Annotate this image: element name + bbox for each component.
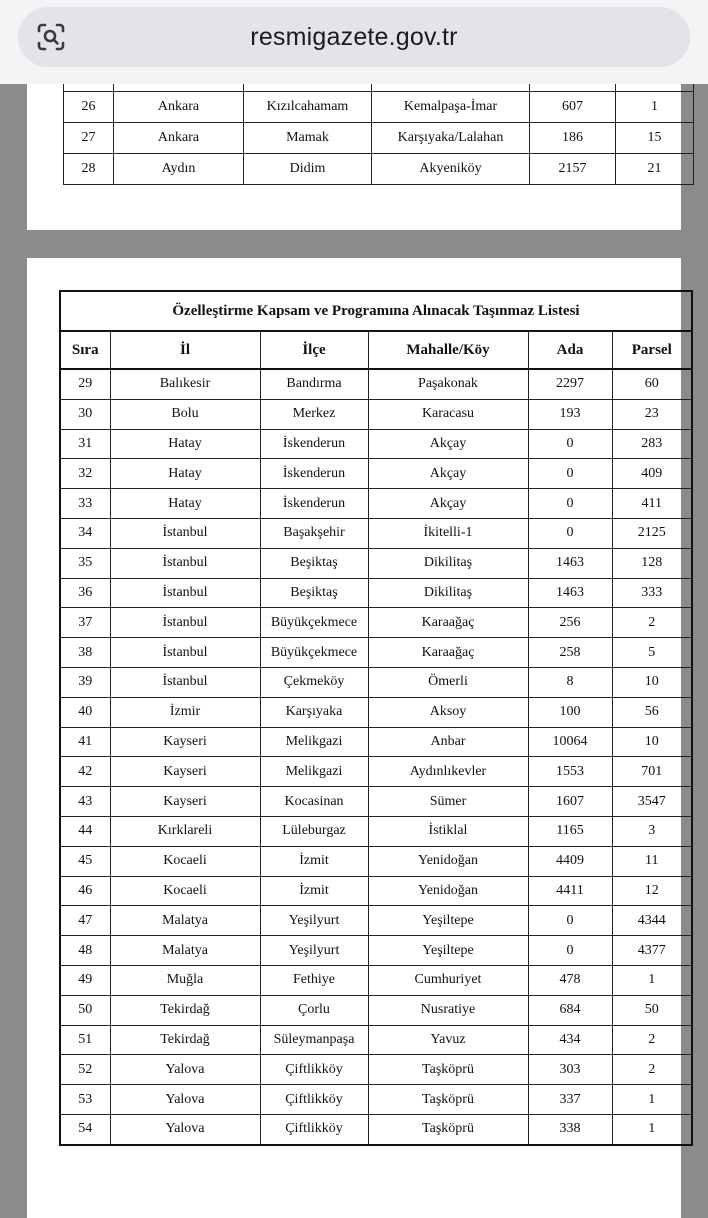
cell-sira: 45	[60, 846, 110, 876]
cell-parsel: 2125	[612, 518, 692, 548]
cell-parsel: 56	[612, 697, 692, 727]
cell-ada: 256	[528, 608, 612, 638]
cell-ada: 2157	[530, 154, 616, 185]
cell-parsel: 2	[612, 1025, 692, 1055]
cell-ada: 684	[528, 995, 612, 1025]
table-row	[60, 459, 692, 489]
cell-il: Tekirdağ	[110, 1025, 260, 1055]
cell-mahalle: Taşköprü	[368, 1085, 528, 1115]
cell-sira: 31	[60, 429, 110, 459]
cell-sira: 54	[60, 1114, 110, 1144]
cell-mahalle: Akyeniköy	[372, 154, 530, 185]
cell-il: İstanbul	[110, 548, 260, 578]
cell-ada: 4411	[528, 876, 612, 906]
cell-ilce: Mamak	[244, 123, 372, 154]
cell-il: Aydın	[114, 154, 244, 185]
cell-mahalle: Karacasu	[368, 399, 528, 429]
cell-parsel: 1	[612, 965, 692, 995]
cell-mahalle: Yeşiltepe	[368, 906, 528, 936]
cell-sira: 38	[60, 638, 110, 668]
header-sira: Sıra	[60, 331, 110, 369]
cell-il: İzmir	[110, 697, 260, 727]
document-page-previous	[27, 60, 681, 230]
cell-sira: 32	[60, 459, 110, 489]
cell-ilce: Çiftlikköy	[260, 1085, 368, 1115]
cell-il: Kayseri	[110, 757, 260, 787]
cell-sira: 48	[60, 936, 110, 966]
cell-ada: 607	[530, 92, 616, 123]
cell-mahalle: Paşakonak	[368, 369, 528, 399]
cell-mahalle: Aydınlıkevler	[368, 757, 528, 787]
table-row	[60, 697, 692, 727]
cell-il: İstanbul	[110, 578, 260, 608]
cell-il: Tekirdağ	[110, 995, 260, 1025]
cell-il: Bolu	[110, 399, 260, 429]
cell-mahalle: Yavuz	[368, 1025, 528, 1055]
header-mahalle-koy: Mahalle/Köy	[368, 331, 528, 369]
cell-parsel: 128	[612, 548, 692, 578]
cell-ilce: Yeşilyurt	[260, 906, 368, 936]
table-row	[60, 489, 692, 519]
cell-ada: 0	[528, 429, 612, 459]
cell-mahalle: Akçay	[368, 489, 528, 519]
cell-sira: 30	[60, 399, 110, 429]
header-ada: Ada	[528, 331, 612, 369]
cell-parsel: 283	[612, 429, 692, 459]
cell-parsel: 5	[612, 638, 692, 668]
cell-il: Kırklareli	[110, 816, 260, 846]
cell-mahalle: Karaağaç	[368, 638, 528, 668]
cell-ada: 1463	[528, 578, 612, 608]
cell-ada: 2297	[528, 369, 612, 399]
cell-ilce: Başakşehir	[260, 518, 368, 548]
cell-ada: 0	[528, 518, 612, 548]
cell-ilce: Yeşilyurt	[260, 936, 368, 966]
cell-sira: 42	[60, 757, 110, 787]
cell-parsel: 1	[612, 1085, 692, 1115]
header-il: İl	[110, 331, 260, 369]
cell-il: Yalova	[110, 1114, 260, 1144]
cell-ada: 1463	[528, 548, 612, 578]
cell-parsel: 10	[612, 727, 692, 757]
cell-parsel: 21	[616, 154, 694, 185]
cell-mahalle: Akçay	[368, 459, 528, 489]
cell-il: Kocaeli	[110, 876, 260, 906]
cell-ilce: Beşiktaş	[260, 578, 368, 608]
cell-il: İstanbul	[110, 638, 260, 668]
cell-ilce: İzmit	[260, 876, 368, 906]
cell-ilce: Büyükçekmece	[260, 608, 368, 638]
cell-parsel: 10	[612, 667, 692, 697]
cell-ilce: Melikgazi	[260, 757, 368, 787]
cell-parsel: 50	[612, 995, 692, 1025]
property-list-table	[59, 290, 693, 1146]
table-row	[60, 846, 692, 876]
cell-ilce: İskenderun	[260, 429, 368, 459]
cell-ada: 434	[528, 1025, 612, 1055]
cell-sira: 28	[64, 154, 114, 185]
cell-il: Kocaeli	[110, 846, 260, 876]
cell-sira: 49	[60, 965, 110, 995]
cell-mahalle: Nusratiye	[368, 995, 528, 1025]
cell-il: İstanbul	[110, 667, 260, 697]
table-row	[60, 369, 692, 399]
browser-top-bar	[0, 0, 708, 84]
cell-il: Hatay	[110, 489, 260, 519]
cell-sira: 27	[64, 123, 114, 154]
cell-il: Muğla	[110, 965, 260, 995]
cell-il: Ankara	[114, 123, 244, 154]
cell-mahalle: Sümer	[368, 787, 528, 817]
cell-mahalle: Dikilitaş	[368, 578, 528, 608]
table-row	[60, 757, 692, 787]
url-text[interactable]: resmigazete.gov.tr	[250, 23, 458, 51]
cell-parsel: 15	[616, 123, 694, 154]
cell-parsel: 11	[612, 846, 692, 876]
table-row	[60, 995, 692, 1025]
table-row	[60, 787, 692, 817]
cell-parsel: 1	[616, 92, 694, 123]
cell-il: Hatay	[110, 459, 260, 489]
cell-mahalle: Yenidoğan	[368, 846, 528, 876]
cell-ilce: Çiftlikköy	[260, 1055, 368, 1085]
cell-il: İstanbul	[110, 518, 260, 548]
table-row	[60, 876, 692, 906]
cell-ada: 1553	[528, 757, 612, 787]
cell-ada: 0	[528, 489, 612, 519]
cell-sira: 51	[60, 1025, 110, 1055]
table-row	[60, 518, 692, 548]
cell-sira: 40	[60, 697, 110, 727]
cell-mahalle: Dikilitaş	[368, 548, 528, 578]
cell-ada: 0	[528, 936, 612, 966]
cell-mahalle: Karaağaç	[368, 608, 528, 638]
cell-mahalle: Taşköprü	[368, 1055, 528, 1085]
cell-ada: 0	[528, 906, 612, 936]
cell-ilce: İskenderun	[260, 459, 368, 489]
cell-ada: 4409	[528, 846, 612, 876]
cell-mahalle: Taşköprü	[368, 1114, 528, 1144]
cell-ada: 10064	[528, 727, 612, 757]
cell-ada: 478	[528, 965, 612, 995]
table-row	[60, 816, 692, 846]
table-row	[64, 154, 694, 185]
cell-mahalle: Anbar	[368, 727, 528, 757]
table-row	[60, 548, 692, 578]
table-title: Özelleştirme Kapsam ve Programına Alınacak Taşınmaz Listesi	[60, 291, 692, 331]
cell-parsel: 701	[612, 757, 692, 787]
cell-sira: 33	[60, 489, 110, 519]
cell-ada: 186	[530, 123, 616, 154]
cell-ada: 338	[528, 1114, 612, 1144]
cell-ilce: Büyükçekmece	[260, 638, 368, 668]
cell-mahalle: İkitelli-1	[368, 518, 528, 548]
cell-parsel: 4344	[612, 906, 692, 936]
cell-mahalle: İstiklal	[368, 816, 528, 846]
cell-mahalle: Yeşiltepe	[368, 936, 528, 966]
cell-sira: 53	[60, 1085, 110, 1115]
cell-ilce: Kızılcahamam	[244, 92, 372, 123]
cell-mahalle: Cumhuriyet	[368, 965, 528, 995]
table-row	[60, 667, 692, 697]
cell-ilce: Süleymanpaşa	[260, 1025, 368, 1055]
cell-parsel: 23	[612, 399, 692, 429]
cell-sira: 44	[60, 816, 110, 846]
cell-sira: 52	[60, 1055, 110, 1085]
cell-ilce: Beşiktaş	[260, 548, 368, 578]
header-ilce: İlçe	[260, 331, 368, 369]
cell-mahalle: Akçay	[368, 429, 528, 459]
cell-il: Kayseri	[110, 727, 260, 757]
cell-ada: 1607	[528, 787, 612, 817]
table-row	[60, 965, 692, 995]
table-row	[60, 578, 692, 608]
table-row	[60, 727, 692, 757]
table-title-row	[60, 291, 692, 331]
cell-ilce: Bandırma	[260, 369, 368, 399]
cell-sira: 47	[60, 906, 110, 936]
table-row	[60, 1055, 692, 1085]
table-row	[64, 123, 694, 154]
cell-parsel: 3547	[612, 787, 692, 817]
table-row	[60, 1085, 692, 1115]
cell-parsel: 1	[612, 1114, 692, 1144]
cell-ilce: Karşıyaka	[260, 697, 368, 727]
cell-sira: 35	[60, 548, 110, 578]
cell-ada: 303	[528, 1055, 612, 1085]
cell-parsel: 333	[612, 578, 692, 608]
cell-sira: 29	[60, 369, 110, 399]
cell-sira: 50	[60, 995, 110, 1025]
cell-parsel: 3	[612, 816, 692, 846]
table-row	[60, 429, 692, 459]
cell-mahalle: Aksoy	[368, 697, 528, 727]
table-header-row	[60, 331, 692, 369]
address-bar[interactable]	[18, 7, 690, 67]
cell-ada: 100	[528, 697, 612, 727]
cell-parsel: 4377	[612, 936, 692, 966]
cell-mahalle: Karşıyaka/Lalahan	[372, 123, 530, 154]
table-row	[60, 638, 692, 668]
cell-ilce: Çorlu	[260, 995, 368, 1025]
table-row	[60, 1025, 692, 1055]
cell-sira: 34	[60, 518, 110, 548]
cell-ilce: İskenderun	[260, 489, 368, 519]
cell-ada: 258	[528, 638, 612, 668]
cell-ilce: Lüleburgaz	[260, 816, 368, 846]
cell-il: Malatya	[110, 936, 260, 966]
cell-ilce: Çiftlikköy	[260, 1114, 368, 1144]
cell-ilce: Didim	[244, 154, 372, 185]
cell-ilce: Fethiye	[260, 965, 368, 995]
cell-parsel: 409	[612, 459, 692, 489]
cell-parsel: 411	[612, 489, 692, 519]
cell-ilce: Kocasinan	[260, 787, 368, 817]
cell-parsel: 60	[612, 369, 692, 399]
table-row	[60, 936, 692, 966]
cell-mahalle: Kemalpaşa-İmar	[372, 92, 530, 123]
cell-ilce: Çekmeköy	[260, 667, 368, 697]
cell-il: Kayseri	[110, 787, 260, 817]
cell-il: Yalova	[110, 1055, 260, 1085]
header-parsel: Parsel	[612, 331, 692, 369]
cell-parsel: 2	[612, 1055, 692, 1085]
cell-ilce: İzmit	[260, 846, 368, 876]
cell-sira: 41	[60, 727, 110, 757]
cell-mahalle: Ömerli	[368, 667, 528, 697]
table-row	[60, 399, 692, 429]
cell-ada: 193	[528, 399, 612, 429]
cell-ada: 1165	[528, 816, 612, 846]
cell-sira: 46	[60, 876, 110, 906]
table-row	[60, 608, 692, 638]
cell-sira: 36	[60, 578, 110, 608]
cell-il: Yalova	[110, 1085, 260, 1115]
cell-il: Malatya	[110, 906, 260, 936]
cell-parsel: 12	[612, 876, 692, 906]
cell-ada: 337	[528, 1085, 612, 1115]
cell-il: Hatay	[110, 429, 260, 459]
table-row	[60, 906, 692, 936]
table-row	[64, 92, 694, 123]
cell-sira: 39	[60, 667, 110, 697]
cell-ada: 8	[528, 667, 612, 697]
table-row	[60, 1114, 692, 1144]
cell-sira: 43	[60, 787, 110, 817]
cell-il: Balıkesir	[110, 369, 260, 399]
document-page-current	[27, 258, 681, 1218]
cell-parsel: 2	[612, 608, 692, 638]
cell-ilce: Melikgazi	[260, 727, 368, 757]
cell-sira: 37	[60, 608, 110, 638]
cell-ilce: Merkez	[260, 399, 368, 429]
cell-il: İstanbul	[110, 608, 260, 638]
cell-mahalle: Yenidoğan	[368, 876, 528, 906]
cell-ada: 0	[528, 459, 612, 489]
cell-il: Ankara	[114, 92, 244, 123]
cell-sira: 26	[64, 92, 114, 123]
